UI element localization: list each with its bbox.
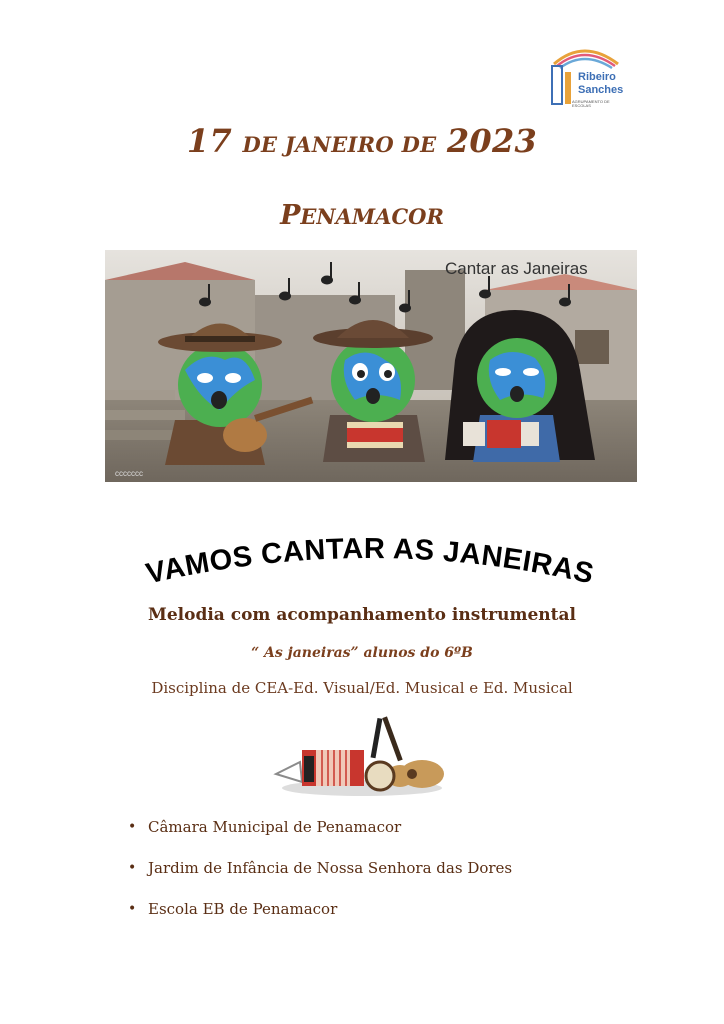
school-logo [548, 42, 622, 112]
event-date [0, 122, 724, 160]
venue-list [128, 815, 512, 938]
logo-line-2: Sanches [578, 84, 624, 96]
bullet-icon: • [128, 901, 137, 917]
list-item [128, 815, 512, 856]
svg-text:ccccccc: ccccccc [115, 469, 143, 478]
logo-line-1: Ribeiro [578, 71, 616, 83]
place-rest: ENAMACOR [300, 204, 444, 229]
date-year: 2023 [446, 122, 538, 160]
bullet-icon: • [128, 860, 137, 876]
instruments-illustration-icon [272, 712, 452, 804]
bullet-icon: • [128, 819, 137, 835]
venue-label: Câmara Municipal de Penamacor [148, 818, 402, 836]
event-place [0, 200, 724, 231]
hero-caption: Cantar as Janeiras [445, 259, 588, 278]
banner-arc-text [100, 532, 640, 602]
hero-illustration [105, 250, 637, 482]
date-month: DE JANEIRO DE [242, 132, 437, 157]
instruments-illustration [272, 712, 452, 804]
venue-label: Jardim de Infância de Nossa Senhora das Dores [148, 859, 513, 877]
date-day: 17 [186, 122, 233, 160]
class-line: “ As janeiras” alunos do 6ºB [251, 645, 473, 661]
banner-text: VAMOS CANTAR AS JANEIRAS [143, 532, 597, 591]
venue-label: Escola EB de Penamacor [148, 900, 338, 918]
svg-text:VAMOS CANTAR AS JANEIRAS [143, 533, 597, 591]
singing-globes-illustration-icon [105, 250, 637, 482]
logo-line-3: AGRUPAMENTO DE ESCOLAS [572, 99, 610, 108]
list-item [128, 856, 512, 897]
event-banner [100, 532, 640, 602]
place-initial: P [280, 200, 301, 231]
list-item [128, 897, 512, 938]
subtitle: Melodia com acompanhamento instrumental [148, 605, 576, 625]
discipline-line: Disciplina de CEA-Ed. Visual/Ed. Musical e Ed. Musical [151, 679, 573, 697]
